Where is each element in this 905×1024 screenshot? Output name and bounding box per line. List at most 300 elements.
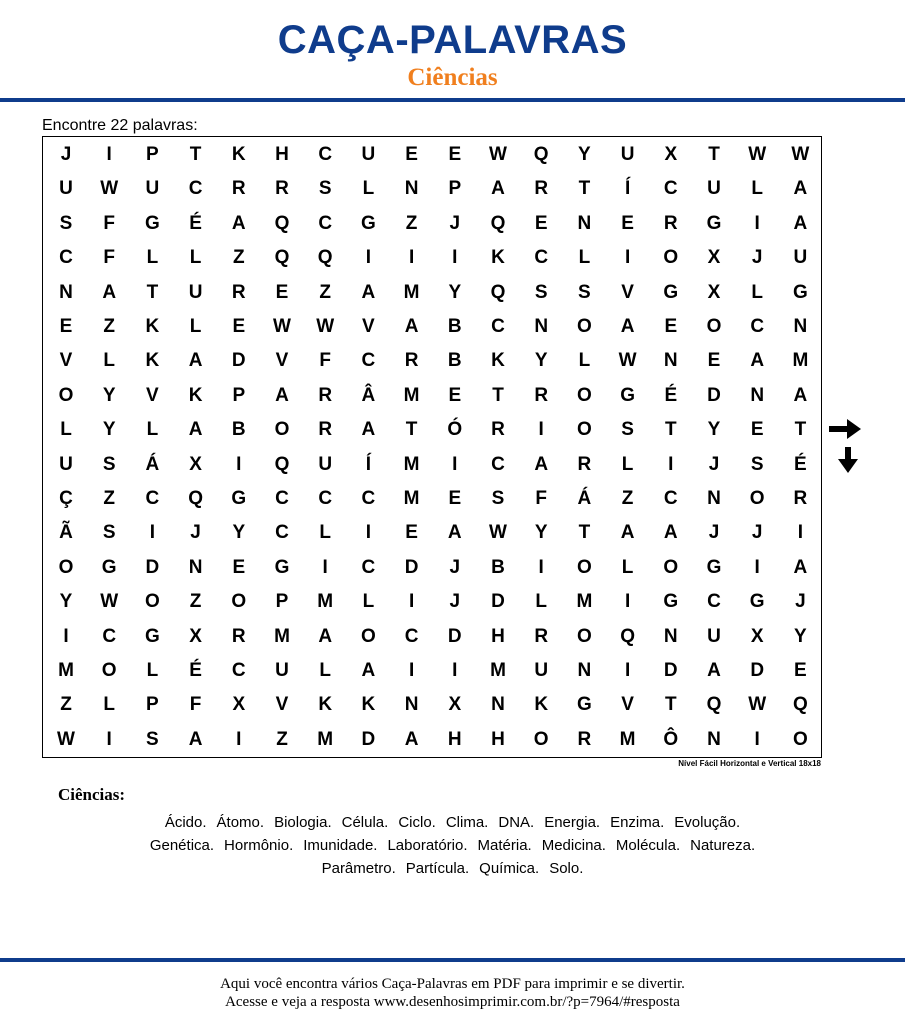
footer-line-1: Aqui você encontra vários Caça-Palavras em PDF para imprimir e se divertir. <box>220 976 685 992</box>
grid-letter: L <box>578 350 591 372</box>
grid-letter: I <box>365 522 372 544</box>
grid-letter: C <box>59 247 73 269</box>
word-list-item: Química. <box>479 860 540 877</box>
grid-letter: N <box>534 316 549 337</box>
grid-letter: L <box>60 419 72 441</box>
grid-letter: R <box>231 178 246 200</box>
grid-letter: Q <box>533 144 549 165</box>
grid-letter: O <box>58 556 74 578</box>
grid-letter: T <box>794 419 807 441</box>
grid-letter: C <box>102 625 117 647</box>
grid-letter: B <box>447 350 462 372</box>
grid-letter: I <box>624 247 631 269</box>
grid-letter: S <box>491 488 505 509</box>
grid-letter: S <box>102 522 116 544</box>
grid-letter: W <box>748 144 767 165</box>
word-list-item: Imunidade. <box>303 837 378 854</box>
grid-letter: J <box>751 247 763 269</box>
grid-letter: A <box>793 178 808 200</box>
grid-letter: Ç <box>59 488 73 509</box>
grid-letter: M <box>403 384 420 406</box>
grid-letter: S <box>578 281 591 303</box>
grid-letter: D <box>663 660 678 681</box>
grid-letter: F <box>535 488 547 509</box>
grid-letter: C <box>275 522 289 544</box>
grid-letter: G <box>101 556 117 578</box>
grid-letter: T <box>578 178 591 200</box>
grid-letter: D <box>447 625 462 647</box>
grid-letter: M <box>403 281 420 303</box>
grid-letter: V <box>59 350 73 372</box>
grid-letter: V <box>275 350 289 372</box>
grid-letter: A <box>361 660 376 681</box>
grid-letter: X <box>664 144 678 165</box>
grid-letter: É <box>189 212 202 234</box>
grid-letter: O <box>577 316 592 337</box>
grid-letter: T <box>708 144 720 165</box>
grid-letter: Y <box>534 522 548 544</box>
grid-letter: N <box>707 488 721 509</box>
grid-letter: B <box>447 316 462 337</box>
grid-letter: I <box>754 212 760 234</box>
grid-letter: E <box>405 522 418 544</box>
word-list-item: Solo. <box>549 860 584 877</box>
grid-letter: I <box>668 453 674 475</box>
grid-letter: É <box>189 660 202 681</box>
grid-letter: W <box>100 178 119 200</box>
grid-letter: G <box>231 488 247 509</box>
grid-letter: K <box>491 247 505 269</box>
grid-letter: R <box>231 625 246 647</box>
grid-letter: A <box>793 556 808 578</box>
grid-letter: G <box>145 625 160 647</box>
grid-letter: G <box>663 591 679 613</box>
grid-letter: E <box>275 281 289 303</box>
grid-letter: G <box>706 556 722 578</box>
grid-letter: I <box>452 660 458 681</box>
grid-letter: U <box>707 178 721 200</box>
grid-letter: N <box>404 694 419 716</box>
grid-letter: C <box>231 660 246 681</box>
grid-letter: Q <box>274 212 290 234</box>
grid-letter: Á <box>577 488 592 509</box>
grid-letter: C <box>361 556 376 578</box>
grid-letter: K <box>145 316 160 337</box>
grid-letter: T <box>664 694 677 716</box>
grid-letter: O <box>577 625 592 647</box>
grid-letter: Z <box>319 281 331 303</box>
grid-letter: E <box>232 556 246 578</box>
grid-letter: V <box>621 281 634 303</box>
bottom-divider <box>0 958 905 962</box>
grid-letter: U <box>188 281 203 303</box>
grid-letter: E <box>534 212 548 234</box>
grid-letter: Y <box>534 350 548 372</box>
grid-letter: G <box>793 281 808 303</box>
grid-letter: I <box>63 625 69 647</box>
grid-letter: R <box>793 488 808 509</box>
grid-letter: U <box>620 144 635 165</box>
grid-letter: N <box>707 728 721 750</box>
grid-letter: K <box>231 144 246 165</box>
grid-letter: A <box>102 281 117 303</box>
word-list-item: Evolução. <box>674 814 741 831</box>
grid-letter: L <box>189 316 202 337</box>
grid-letter: W <box>100 591 119 613</box>
grid-letter: A <box>620 522 635 544</box>
grid-letter: P <box>448 178 462 200</box>
word-list-item: Ciclo. <box>398 814 436 831</box>
grid-letter: O <box>274 419 290 441</box>
grid-letter: I <box>538 556 544 578</box>
page-subtitle: Ciências <box>407 64 498 91</box>
grid-letter: M <box>58 660 74 681</box>
grid-letter: U <box>275 660 289 681</box>
grid-letter: W <box>791 144 810 165</box>
grid-letter: I <box>754 556 760 578</box>
grid-letter: P <box>232 384 246 406</box>
grid-letter: C <box>318 488 333 509</box>
grid-letter: M <box>792 350 809 372</box>
grid-letter: U <box>59 453 73 475</box>
grid-letter: N <box>59 281 73 303</box>
grid-letter: I <box>149 522 156 544</box>
word-list-item: Molécula. <box>615 837 681 854</box>
grid-letter: Y <box>59 591 73 613</box>
grid-letter: S <box>146 728 159 750</box>
grid-letter: A <box>750 350 765 372</box>
grid-letter: R <box>534 384 549 406</box>
word-list-item: Célula. <box>341 814 389 831</box>
grid-letter: O <box>663 556 679 578</box>
grid-letter: C <box>750 316 765 337</box>
grid-letter: Z <box>103 316 115 337</box>
grid-letter: V <box>362 316 375 337</box>
grid-letter: Ó <box>447 419 463 441</box>
grid-letter: M <box>403 488 420 509</box>
grid-letter: A <box>188 350 203 372</box>
grid-letter: E <box>794 660 807 681</box>
grid-letter: W <box>618 350 637 372</box>
grid-letter: L <box>362 591 375 613</box>
grid-letter: F <box>103 247 115 269</box>
grid-letter: U <box>145 178 160 200</box>
grid-letter: F <box>319 350 331 372</box>
grid-letter: B <box>231 419 246 441</box>
grid-letter: H <box>491 625 505 647</box>
grid-letter: I <box>797 522 804 544</box>
grid-letter: A <box>707 660 721 681</box>
grid-letter: X <box>189 625 202 647</box>
grid-letter: Z <box>189 591 202 613</box>
arrow-down-icon <box>837 446 859 474</box>
grid-letter: I <box>106 144 112 165</box>
grid-letter: V <box>621 694 634 716</box>
grid-letter: I <box>408 247 415 269</box>
grid-letter: K <box>188 384 203 406</box>
grid-letter: L <box>751 178 763 200</box>
grid-letter: R <box>275 178 289 200</box>
grid-letter: W <box>57 728 75 750</box>
grid-letter: H <box>491 728 505 750</box>
grid-letter: Y <box>102 384 116 406</box>
grid-letter: L <box>189 247 202 269</box>
grid-letter: J <box>708 522 720 544</box>
grid-letter: L <box>621 556 634 578</box>
grid-letter: C <box>491 316 505 337</box>
grid-letter: N <box>577 660 592 681</box>
grid-letter: D <box>404 556 419 578</box>
word-list-title: Ciências: <box>58 785 126 804</box>
grid-letter: W <box>273 316 291 337</box>
grid-letter: C <box>318 144 333 165</box>
grid-letter: Z <box>232 247 245 269</box>
grid-letter: C <box>663 178 678 200</box>
word-list-item: Biologia. <box>274 814 332 831</box>
page-title: CAÇA-PALAVRAS <box>277 18 628 62</box>
grid-letter: R <box>577 728 592 750</box>
grid-letter: L <box>319 660 331 681</box>
grid-letter: N <box>663 625 678 647</box>
word-list-item: Natureza. <box>690 837 756 854</box>
grid-letter: M <box>317 591 334 613</box>
grid-letter: I <box>365 247 372 269</box>
grid-letter: N <box>663 350 678 372</box>
grid-letter: J <box>795 591 806 613</box>
grid-letter: Y <box>794 625 807 647</box>
grid-letter: A <box>231 212 246 234</box>
grid-letter: C <box>491 453 505 475</box>
grid-letter: A <box>620 316 635 337</box>
grid-letter: A <box>404 316 419 337</box>
grid-letter: N <box>793 316 808 337</box>
grid-letter: G <box>361 212 376 234</box>
grid-letter: G <box>706 212 722 234</box>
grid-letter: A <box>361 281 376 303</box>
grid-letter: M <box>403 453 420 475</box>
grid-letter: L <box>751 281 763 303</box>
grid-letter: F <box>103 212 115 234</box>
grid-letter: S <box>59 212 73 234</box>
grid-letter: D <box>361 728 376 750</box>
grid-letter: C <box>318 212 333 234</box>
grid-letter: C <box>707 591 721 613</box>
grid-letter: N <box>750 384 765 406</box>
grid-letter: Z <box>621 488 634 509</box>
word-list-row <box>0 813 905 833</box>
grid-letter: Â <box>361 384 376 406</box>
word-list-item: Medicina. <box>541 837 606 854</box>
word-list-item: Ácido. <box>164 814 207 831</box>
grid-letter: Y <box>102 419 116 441</box>
grid-letter: M <box>576 591 593 613</box>
grid-letter: J <box>60 144 72 165</box>
grid-letter: D <box>491 591 505 613</box>
grid-letter: A <box>534 453 549 475</box>
word-list-item: Matéria. <box>477 837 532 854</box>
word-list-item: Clima. <box>445 814 489 831</box>
grid-letter: I <box>624 660 631 681</box>
grid-letter: Q <box>706 694 722 716</box>
word-list-item: Energia. <box>544 814 601 831</box>
grid-letter: L <box>578 247 591 269</box>
grid-letter: L <box>535 591 547 613</box>
grid-letter: Ã <box>59 522 73 544</box>
grid-letter: R <box>318 384 333 406</box>
grid-letter: M <box>317 728 334 750</box>
grid-letter: Q <box>317 247 333 269</box>
grid-letter: T <box>578 522 591 544</box>
grid-letter: G <box>663 281 679 303</box>
grid-letter: J <box>449 591 461 613</box>
grid-letter: O <box>577 556 592 578</box>
grid-letter: A <box>447 522 462 544</box>
difficulty-note: Nível Fácil Horizontal e Vertical 18x18 <box>678 759 821 768</box>
grid-letter: C <box>663 488 678 509</box>
grid-letter: T <box>189 144 202 165</box>
grid-letter: D <box>231 350 246 372</box>
grid-letter: N <box>188 556 203 578</box>
grid-letter: S <box>534 281 548 303</box>
grid-letter: R <box>491 419 505 441</box>
grid-letter: R <box>577 453 592 475</box>
grid-letter: J <box>449 212 461 234</box>
grid-letter: E <box>750 419 764 441</box>
grid-letter: X <box>189 453 202 475</box>
grid-letter: W <box>489 522 507 544</box>
top-divider <box>0 98 905 102</box>
grid-letter: G <box>620 384 635 406</box>
grid-letter: W <box>489 144 507 165</box>
grid-letter: I <box>322 556 328 578</box>
grid-letter: X <box>707 281 721 303</box>
word-list-row <box>0 836 905 856</box>
grid-letter: L <box>146 660 159 681</box>
grid-letter: S <box>750 453 764 475</box>
grid-letter: T <box>492 384 504 406</box>
grid-letter: A <box>188 419 203 441</box>
grid-letter: L <box>319 522 331 544</box>
word-list-item: Laboratório. <box>387 837 468 854</box>
grid-letter: I <box>106 728 112 750</box>
grid-letter: E <box>448 144 462 165</box>
grid-letter: M <box>619 728 636 750</box>
grid-letter: K <box>361 694 376 716</box>
word-search-grid <box>42 136 822 758</box>
grid-letter: U <box>793 247 808 269</box>
grid-letter: Z <box>103 488 115 509</box>
grid-letter: K <box>318 694 333 716</box>
grid-letter: D <box>145 556 160 578</box>
grid-letter: R <box>231 281 246 303</box>
grid-letter: A <box>793 384 808 406</box>
grid-letter: A <box>318 625 333 647</box>
grid-letter: E <box>664 316 678 337</box>
grid-letter: E <box>405 144 418 165</box>
grid-letter: E <box>448 488 462 509</box>
grid-letter: A <box>275 384 289 406</box>
grid-letter: W <box>748 694 767 716</box>
grid-letter: I <box>452 247 458 269</box>
grid-letter: E <box>707 350 721 372</box>
grid-letter: T <box>146 281 159 303</box>
grid-letter: I <box>236 728 242 750</box>
grid-letter: V <box>275 694 289 716</box>
grid-letter: A <box>361 419 376 441</box>
grid-letter: U <box>534 660 549 681</box>
grid-letter: C <box>404 625 419 647</box>
grid-letter: O <box>577 419 592 441</box>
grid-letter: X <box>232 694 246 716</box>
grid-letter: I <box>754 728 760 750</box>
grid-letter: I <box>408 591 415 613</box>
grid-letter: Q <box>188 488 203 509</box>
grid-letter: M <box>274 625 290 647</box>
footer-line-2: Acesse e veja a resposta www.desenhosimprimir.com.br/?p=7964/#resposta <box>225 994 680 1010</box>
grid-letter: R <box>318 419 333 441</box>
grid-letter: O <box>663 247 679 269</box>
grid-letter: A <box>663 522 678 544</box>
grid-letter: R <box>534 625 549 647</box>
grid-letter: C <box>145 488 160 509</box>
grid-letter: A <box>188 728 203 750</box>
grid-letter: N <box>491 694 505 716</box>
grid-letter: U <box>361 144 376 165</box>
grid-letter: K <box>534 694 549 716</box>
grid-letter: O <box>706 316 722 337</box>
grid-letter: S <box>318 178 332 200</box>
grid-letter: U <box>707 625 721 647</box>
grid-letter: C <box>275 488 289 509</box>
grid-letter: A <box>491 178 505 200</box>
grid-letter: L <box>146 247 159 269</box>
grid-letter: S <box>621 419 634 441</box>
grid-letter: I <box>236 453 242 475</box>
word-list-item: DNA. <box>498 814 535 831</box>
grid-letter: Ô <box>663 728 679 750</box>
grid-letter: Q <box>274 453 290 475</box>
grid-letter: L <box>103 694 115 716</box>
grid-letter: P <box>146 694 159 716</box>
grid-letter: G <box>749 591 765 613</box>
grid-letter: T <box>405 419 418 441</box>
word-list-item: Átomo. <box>216 814 265 831</box>
grid-letter: F <box>189 694 202 716</box>
grid-letter: Y <box>707 419 721 441</box>
grid-letter: B <box>491 556 505 578</box>
grid-letter: Í <box>365 453 372 475</box>
grid-letter: S <box>102 453 116 475</box>
word-list-item: Genética. <box>149 837 215 854</box>
grid-letter: U <box>318 453 333 475</box>
grid-letter: E <box>59 316 73 337</box>
grid-letter: Q <box>274 247 290 269</box>
instruction-text: Encontre 22 palavras: <box>42 117 198 134</box>
grid-letter: J <box>190 522 201 544</box>
grid-letter: A <box>793 212 808 234</box>
grid-letter: Z <box>60 694 72 716</box>
word-list-item: Parâmetro. <box>321 860 396 877</box>
grid-letter: D <box>750 660 765 681</box>
grid-letter: Á <box>145 453 160 475</box>
grid-letter: X <box>707 247 721 269</box>
grid-letter: É <box>794 453 807 475</box>
grid-letter: R <box>404 350 419 372</box>
grid-letter: P <box>146 144 159 165</box>
grid-letter: J <box>449 556 461 578</box>
grid-letter: Q <box>490 212 506 234</box>
grid-letter: Q <box>620 625 635 647</box>
